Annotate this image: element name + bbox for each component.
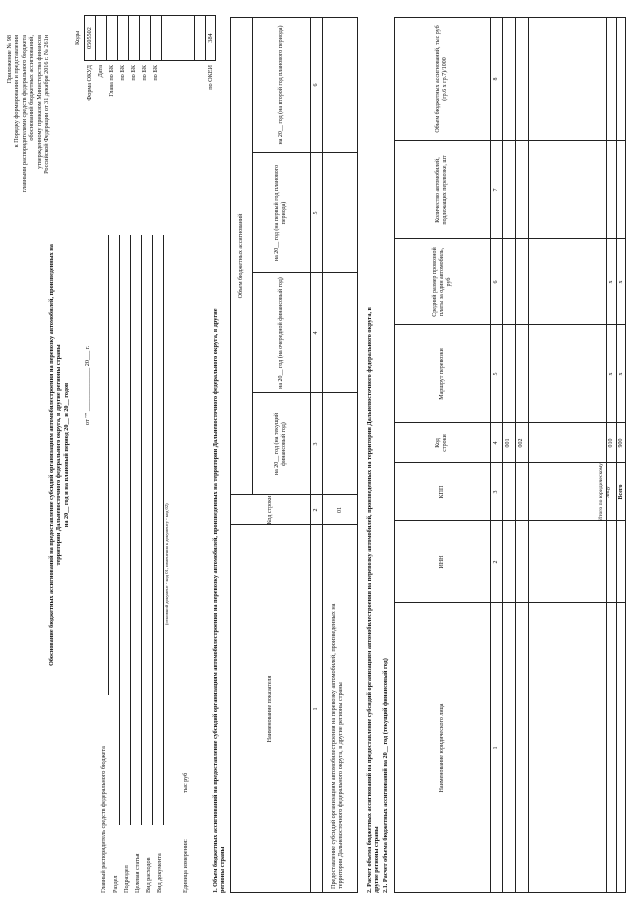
- col-number: 7: [492, 188, 499, 192]
- col-header-route: Маршрут перевозки: [438, 348, 445, 400]
- doc-note: (основной документ - код 01, изменения к документу - код 02): [164, 503, 169, 625]
- itogo-code: 010: [607, 438, 614, 448]
- appendix-line: к Порядку формирования и представления: [13, 35, 21, 148]
- col-number: 3: [492, 490, 499, 494]
- col-header-kpp: КПП: [438, 485, 445, 499]
- col-header-obiem: Объем бюджетных ассигнований: [237, 213, 244, 299]
- glava-label: Глава по БК: [108, 65, 115, 97]
- req-podrazdel: Подраздел: [123, 865, 130, 893]
- vid-rashodov-label: по БК: [152, 65, 159, 81]
- razdel-label: по БК: [119, 65, 126, 81]
- col-header-y-next: на 20__ год (на очередной финансовый год): [277, 277, 284, 389]
- col-header-name: Наименование показателя: [266, 675, 273, 743]
- section2-table: [394, 17, 626, 893]
- date-label: Дата: [97, 65, 104, 78]
- req-edinica: Единица измерения:: [182, 839, 189, 893]
- req-vid-dokumenta: Вид документа: [156, 853, 163, 893]
- vsego-code: 900: [617, 438, 624, 448]
- section2-title: 2. Расчет объема бюджетных ассигнований на предоставление субсидий организациям автомобилестроения на перевозку автомобилей, произведенных на территории Дальневосточного федерального округа, в другие регионы страны: [366, 307, 381, 893]
- okud-value: 0505502: [86, 27, 93, 49]
- okei-value: 384: [207, 33, 214, 43]
- col-header-count: Количество автомобилей, подлежащих перевозке, шт: [435, 155, 448, 225]
- col-header-name: Наименование юридического лица: [438, 703, 445, 793]
- col-number: 3: [312, 442, 319, 446]
- codes-box: [74, 15, 216, 169]
- okei-label: по ОКЕИ: [207, 65, 214, 90]
- appendix-line: Российской Федерации от 31 декабря 2016 г. № 261н: [43, 35, 51, 174]
- vsego-x-avg: x: [617, 280, 624, 284]
- col-number: 2: [492, 560, 499, 564]
- appendix-block: [6, 35, 50, 285]
- req-edinica-value: тыс руб: [182, 772, 189, 793]
- vsego-label: Всего: [617, 484, 624, 500]
- col-number: 1: [312, 707, 319, 711]
- appendix-line: утвержденному приказом Министерства финансов: [35, 35, 43, 169]
- appendix-line: обоснований бюджетных ассигнований,: [28, 35, 36, 141]
- req-razdel: Раздел: [112, 875, 119, 893]
- col-number: 5: [492, 372, 499, 376]
- col-number: 1: [492, 746, 499, 750]
- req-celevaya: Целевая статья: [134, 853, 141, 893]
- title-line: на 20__ год и на плановый период 20__ и 20__ годов: [62, 382, 70, 528]
- itogo-label: Итого по юридическому лицу: [598, 463, 611, 521]
- col-header-code: Код строки: [435, 434, 448, 452]
- col-number: 4: [312, 331, 319, 335]
- col-header-y-current: на 20__ год (на текущий финансовый год): [274, 412, 287, 476]
- section1-table: [230, 17, 358, 893]
- row-code: 001: [505, 438, 511, 448]
- col-number: 6: [312, 83, 319, 87]
- celevaya-label: по БК: [141, 65, 148, 81]
- okud-label: Форма ОКУД: [86, 65, 93, 101]
- appendix-line: главными распорядителями средств федерального бюджета: [20, 35, 28, 193]
- row-code: 01: [336, 507, 343, 513]
- codes-header: Коды: [74, 30, 81, 46]
- col-header-y-plan2: на 20__ год (на второй год планового периода): [277, 25, 284, 145]
- title-line: Обоснование бюджетных ассигнований на предоставление субсидий организациям автомобилестроения на перевозку автомобилей, произведенных на: [48, 244, 55, 666]
- row-label: Предоставление субсидий организациям автомобилестроения на перевозку автомобилей, произведенных на территории Дальневосточного федерального округа, в другие регионы страны: [330, 603, 345, 889]
- col-header-code: Код строки: [266, 495, 273, 525]
- section1-title: 1. Объем бюджетных ассигнований на предоставление субсидий организациям автомобилестроения на перевозку автомобилей, произведенных на территории Дальневосточного федерального округа, в другие регионы страны: [212, 308, 227, 893]
- req-vid-rashodov: Вид расходов: [145, 857, 152, 893]
- col-number: 4: [492, 441, 499, 445]
- section2-subtitle: 2.1. Расчет объема бюджетных ассигнований на 20__ год (текущий финансовый год): [382, 658, 389, 893]
- row-code: 002: [518, 438, 524, 448]
- date-line: от "" ______________ 20___ г.: [84, 345, 91, 425]
- col-number: 8: [492, 77, 499, 81]
- document-title: [48, 95, 70, 815]
- col-header-y-plan1: на 20__ год (на первый год планового периода): [274, 164, 287, 262]
- vsego-x-route: x: [617, 372, 624, 376]
- col-header-avg-price: Средний размер провозной платы за один автомобиль, руб: [431, 247, 452, 317]
- title-line: территории Дальневосточного федерального округа, в другие регионы страны: [55, 344, 63, 566]
- req-glavny: Главный распорядитель средств федерального бюджета: [100, 746, 107, 893]
- col-number: 6: [492, 280, 499, 284]
- col-number: 2: [312, 508, 319, 512]
- podrazdel-label: по БК: [130, 65, 137, 81]
- itogo-x-route: x: [607, 372, 614, 376]
- appendix-title: Приложение № 98: [6, 35, 13, 84]
- itogo-x-avg: x: [607, 280, 614, 284]
- col-header-volume: Объем бюджетных ассигнований, тыс руб (гр.6 х гр.7)/1000: [435, 25, 448, 133]
- col-header-inn: ИНН: [438, 555, 445, 569]
- col-number: 5: [312, 211, 319, 215]
